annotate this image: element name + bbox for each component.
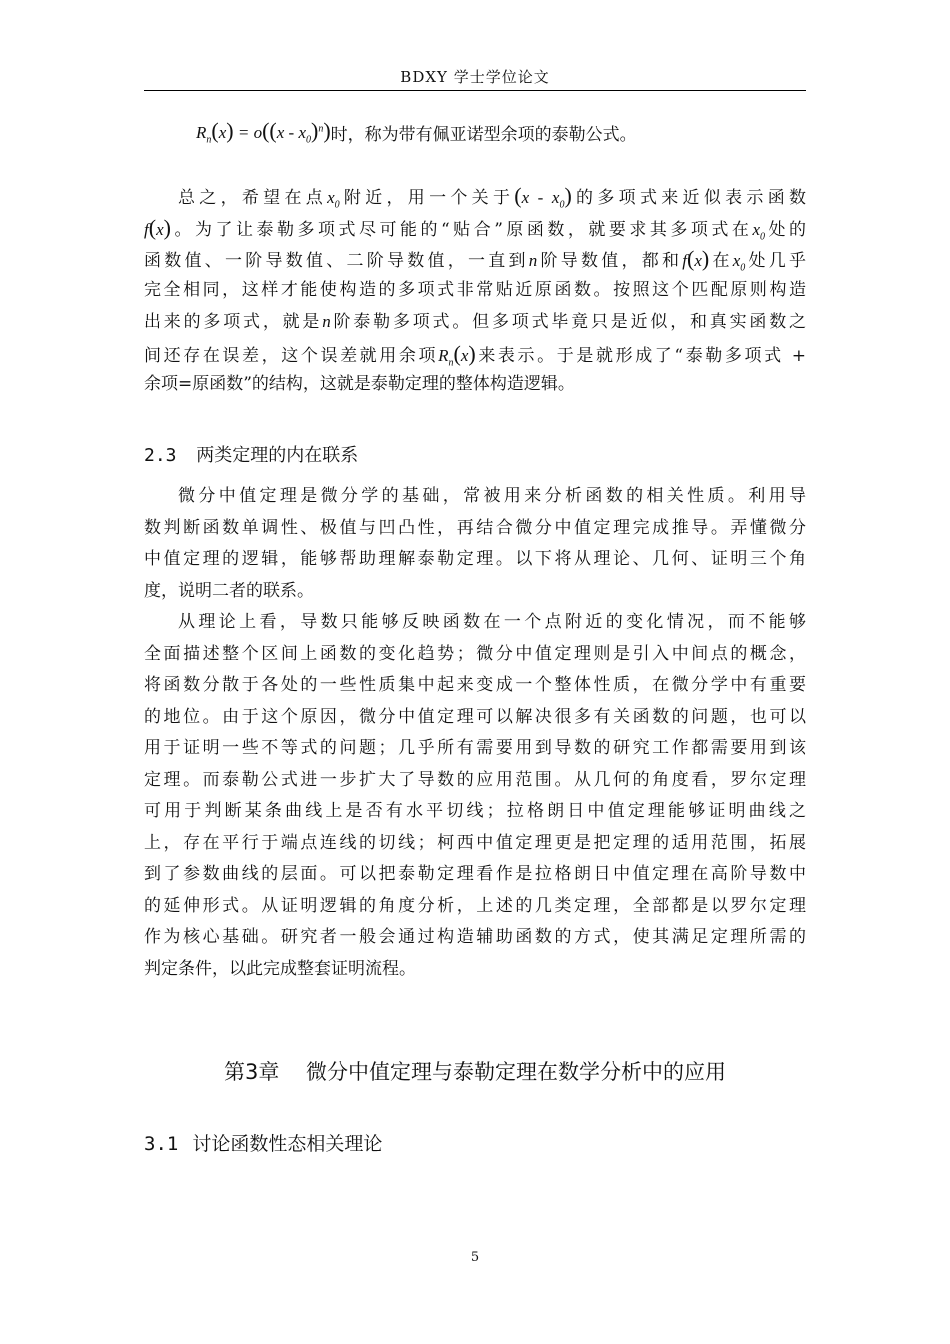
chapter-number: 第3章 xyxy=(223,1060,280,1084)
inline-math: $x_0$ xyxy=(732,251,746,274)
text-line: 判定条件，以此完成整套证明流程。 xyxy=(144,958,416,979)
text-line: 用于证明一些不等式的问题；几乎所有需要用到导数的研究工作都需要用到该 xyxy=(144,738,806,758)
text-run: 阶泰勒多项式。但多项式毕竟只是近似，和真实函数之 xyxy=(330,312,807,332)
section-title: 讨论函数性态相关理论 xyxy=(192,1133,383,1155)
paragraph-2-3-intro xyxy=(144,481,806,607)
section-heading-3-1 xyxy=(144,1129,382,1156)
text-line: 全面描述整个区间上函数的变化趋势；微分中值定理则是引入中间点的概念， xyxy=(144,643,806,664)
section-number: 2.3 xyxy=(144,445,177,466)
chapter-title: 微分中值定理与泰勒定理在数学分析中的应用 xyxy=(306,1060,727,1084)
text-run: 完全相同，这样才能使构造的多项式非常贴近原函数。按照这个匹配原则构造 xyxy=(144,279,806,300)
text-run: 。为了让泰勒多项式尽可能的“贴合”原函数，就要求其多项式在 xyxy=(170,219,753,240)
text-run: 处的 xyxy=(764,219,806,240)
text-line: 可用于判断某条曲线上是否有水平切线；拉格朗日中值定理能够证明曲线之 xyxy=(144,801,806,821)
text-line xyxy=(144,369,806,401)
text-run: 在 xyxy=(709,251,733,271)
header-rule xyxy=(144,90,806,91)
section-number: 3.1 xyxy=(144,1133,179,1155)
text-run: 出来的多项式，就是 xyxy=(144,312,323,332)
formula-math: $R_n(x) = o((x - x_0)^n)$ xyxy=(196,118,331,146)
text-line: 到了参数曲线的层面。可以把泰勒定理看作是拉格朗日中值定理在高阶导数中 xyxy=(144,864,806,884)
paragraph-2-3-analysis xyxy=(144,607,806,985)
text-line xyxy=(144,243,806,275)
text-line: 的地位。由于这个原因，微分中值定理可以解决很多有关函数的问题，也可以 xyxy=(144,706,806,727)
text-line xyxy=(144,212,806,244)
text-line xyxy=(144,275,806,307)
text-line: 作为核心基础。研究者一般会通过构造辅助函数的方式，使其满足定理所需的 xyxy=(144,927,806,947)
text-run: 总之，希望在点 xyxy=(178,188,328,208)
text-run: 阶导数值，都和 xyxy=(537,251,683,271)
summary-paragraph xyxy=(144,180,806,401)
text-line: 从理论上看，导数只能够反映函数在一个点附近的变化情况，而不能够 xyxy=(178,612,806,632)
text-run: 附近，用一个关于 xyxy=(339,188,515,208)
inline-math: f(x) xyxy=(144,214,171,240)
inline-math: f(x) xyxy=(682,246,710,271)
text-line: 数判断函数单调性、极值与凹凸性，再结合微分中值定理完成推导。弄懂微分 xyxy=(144,517,806,538)
text-run: 来表示。于是就形成了“泰勒多项式 + xyxy=(475,345,807,366)
formula-tail: 时，称为带有佩亚诺型余项的泰勒公式。 xyxy=(330,124,637,145)
text-line: 定理。而泰勒公式进一步扩大了导数的应用范围。从几何的角度看，罗尔定理 xyxy=(144,769,806,790)
text-run: 余项=原函数”的结构，这就是泰勒定理的整体构造逻辑。 xyxy=(144,374,575,394)
page-number: 5 xyxy=(470,1250,480,1265)
text-run: 的多项式来近似表示函数 xyxy=(571,188,807,208)
inline-math: n xyxy=(322,312,331,331)
text-run: 间还存在误差，这个误差就用余项 xyxy=(144,345,439,366)
text-line: 微分中值定理是微分学的基础，常被用来分析函数的相关性质。利用导 xyxy=(178,486,806,506)
inline-math: $(x - x_0)$ xyxy=(514,183,572,211)
text-run: 函数值、一阶导数值、二阶导数值，一直到 xyxy=(144,251,529,271)
chapter-heading xyxy=(144,1056,806,1086)
text-line xyxy=(144,180,806,212)
text-line: 度，说明二者的联系。 xyxy=(144,580,314,601)
taylor-remainder-formula xyxy=(196,114,637,150)
inline-math: $x_0$ xyxy=(327,188,340,211)
section-title: 两类定理的内在联系 xyxy=(196,445,359,466)
running-header: BDXY 学士学位论文 xyxy=(400,68,550,86)
text-line: 的延伸形式。从证明逻辑的角度分析，上述的几类定理，全部都是以罗尔定理 xyxy=(144,895,806,916)
inline-math: n xyxy=(528,251,538,270)
text-line: 上，存在平行于端点连线的切线；柯西中值定理更是把定理的适用范围，拓展 xyxy=(144,832,806,853)
text-line: 中值定理的逻辑，能够帮助理解泰勒定理。以下将从理论、几何、证明三个角 xyxy=(144,549,806,569)
inline-math: $x_0$ xyxy=(752,219,765,242)
text-line xyxy=(144,338,806,370)
section-heading-2-3 xyxy=(144,441,358,467)
text-run: 处几乎 xyxy=(745,251,807,271)
text-line xyxy=(144,306,806,338)
inline-math: $R_n(x)$ xyxy=(438,340,476,368)
text-line: 将函数分散于各处的一些性质集中起来变成一个整体性质，在微分学中有重要 xyxy=(144,675,806,695)
